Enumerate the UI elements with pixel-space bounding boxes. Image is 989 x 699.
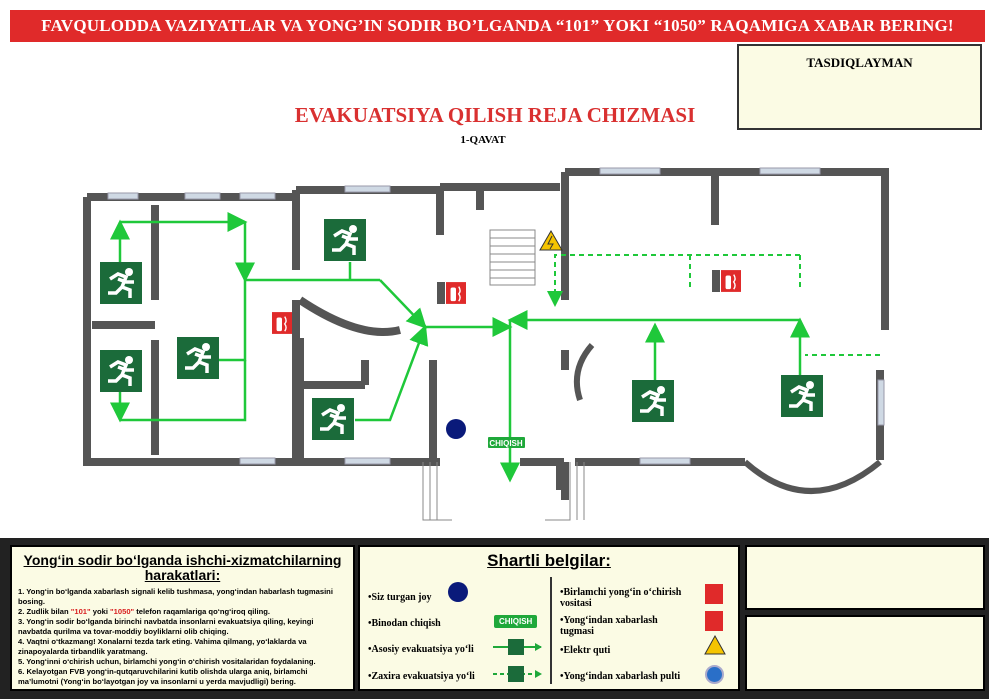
you-are-here-dot (446, 419, 466, 439)
legend-you-are-here: •Siz turgan joy (368, 592, 432, 603)
phone-1050: "1050" (110, 607, 135, 616)
legend-extinguisher: •Birlamchi yong‘in o‘chirish vositasi (560, 587, 682, 609)
instruction-3: 3. Yong‘in sodir bo‘lganda birinchi navbatda insonlarni evakuatsiya qiling, keyingi navbatda qurilma va tovar-moddiy boyliklarni olib chiqing. (18, 617, 314, 636)
blank-panel-top (745, 545, 985, 610)
legend-main-route: •Asosiy evakuatsiya yo‘li (368, 644, 474, 655)
legend-reserve-route: •Zaxira evakuatsiya yo‘li (368, 671, 475, 682)
approval-box (737, 44, 982, 130)
instruction-2-or: yoki (90, 607, 111, 616)
instruction-2-end: telefon raqamlariga qo‘ng‘iroq qiling. (134, 607, 271, 616)
instruction-5: 5. Yong‘inni o‘chirish uchun, birlamchi yong‘in o‘chirish vositalaridan foydalaning. (18, 657, 316, 666)
instruction-6: 6. Kelayotgan FVB yong‘in-qutqaruvchilarini kutib olishda ularga aniq, birlamchi ma’lumotni (Yong‘in bo‘layotgan joy va insonlarni u yerda mavjudligi) bering. (18, 667, 308, 686)
main-evacuation-route (120, 222, 800, 480)
legend-panel (358, 545, 740, 691)
floor-label: 1-QAVAT (460, 134, 506, 146)
floor-plan (0, 150, 989, 540)
stairs (490, 230, 535, 285)
instructions-list (18, 587, 347, 687)
instructions-panel (10, 545, 355, 691)
main-route-icon (493, 638, 543, 656)
phone-101: "101" (70, 607, 91, 616)
instructions-title: Yong‘in sodir bo‘lganda ishchi-xizmatchilarning harakatlari: (23, 552, 342, 583)
blue-dot-icon (448, 582, 468, 602)
instruction-4: 4. Vaqtni o‘tkazmang! Xonalarni tezda tark eting. Vahima qilmang, yo‘laklarda va zinapoyalarda tirbandlik yaratmang. (18, 637, 307, 656)
electric-box-icon (704, 635, 726, 655)
legend-divider (550, 577, 552, 684)
legend-alarm-button: •Yong‘indan xabarlash tugmasi (560, 615, 658, 637)
fire-extinguisher-icon (705, 584, 723, 604)
plan-title: EVAKUATSIYA QILISH REJA CHIZMASI (294, 103, 696, 127)
exit-label: CHIQISH (489, 439, 523, 448)
instruction-1: 1. Yong‘in bo‘lganda xabarlash signali kelib tushmasa, yong‘indan habarlash tugmasini bosing. (18, 587, 333, 606)
exit-badge: CHIQISH (494, 615, 537, 628)
legend-electric-box: •Elektr quti (560, 645, 611, 656)
legend-alarm-panel: •Yong‘indan xabarlash pulti (560, 671, 681, 682)
approval-label: TASDIQLAYMAN (806, 55, 913, 70)
instruction-2: 2. Zudlik bilan (18, 607, 71, 616)
electric-box-icon (540, 231, 562, 250)
legend-exit: •Binodan chiqish (368, 618, 441, 629)
reserve-route-icon (493, 665, 543, 683)
warning-banner: FAVQULODDA VAZIYATLAR VA YONG’IN SODIR BO’LGANDA “101” YOKI “1050” RAQAMIGA XABAR BERING! (10, 10, 985, 42)
alarm-button-icon (705, 611, 723, 631)
legend-title: Shartli belgilar: (487, 551, 611, 570)
alarm-panel-icon (705, 665, 724, 684)
blank-panel-bottom (745, 615, 985, 691)
exit-signs (100, 219, 823, 440)
